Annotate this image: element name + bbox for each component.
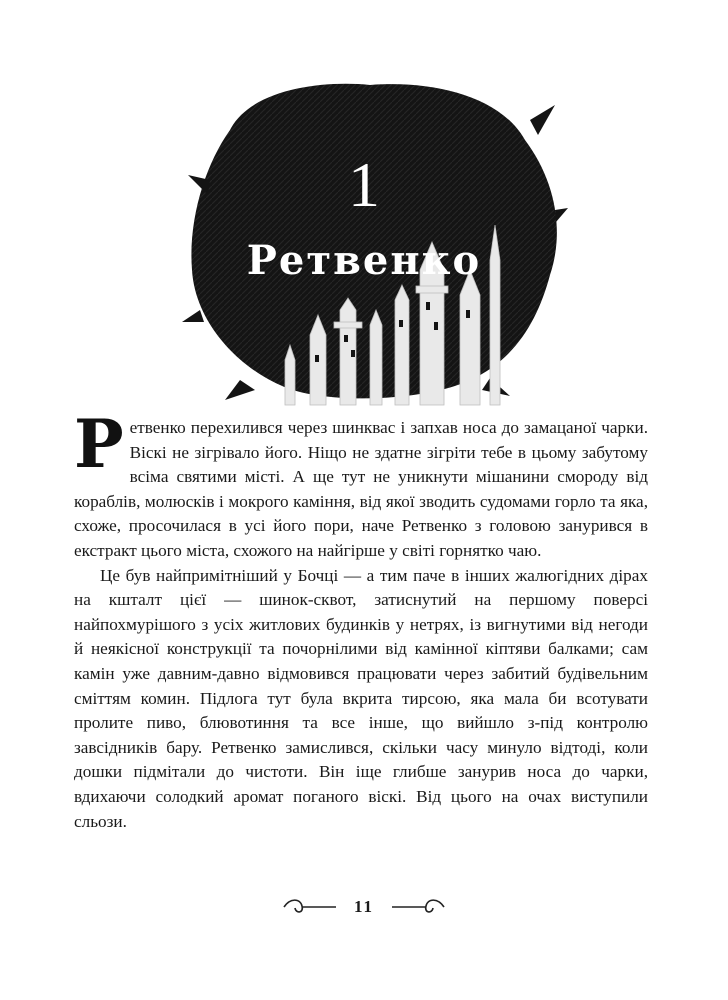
page-footer <box>0 896 728 926</box>
left-flourish-icon <box>280 896 340 918</box>
paragraph-2: Це був найпримітніший у Бочці — а тим паче в інших жалюгідних дірах на кшталт цієї — шинок-сквот, затиснутий на першому поверсі найпохмурішого з усіх житлових будинків у нетрях, із вигнутими від негоди й неякісної конструкції та почорнілими від камінної кіптяви балками; сам камін уже давним-давно відмовився працювати через забитий будівельним сміттям комин. Підлога тут була вкрита тирсою, яка мала би всотувати пролите пиво, блювотиння та все інше, що вийшло з-під контролю завсідників бару. Ретвенко замислився, скільки часу минуло відтоді, коли дошки підмітали до чистоти. Він іще глибше занурив носа до чарки, вдихаючи солодкий аромат поганого віскі. Від цього на очах виступили сльози. <box>74 565 648 831</box>
paragraph-1-text: етвенко перехилився через шинквас і запхав носа до замацаної чарки. Віскі не зігрівало його. Ніщо не здатне зігріти тебе в цьому забутому всіма святими місті. А ще тут не уникнути мішанини смороду від кораблів, молюсків і мокрого каміння, від якої зводить судомами горло та яка, схоже, просочилася в усі його пори, наче Ретвенко з головою занурився в екстракт цього міста, схожого на найгірше у світі горнятко чаю. <box>74 418 648 560</box>
paragraph-1 <box>74 405 648 564</box>
page-number: 11 <box>353 897 375 916</box>
chapter-number: 1 <box>348 149 380 220</box>
right-flourish-icon <box>388 896 448 918</box>
chapter-body <box>74 405 648 834</box>
chapter-title: Ретвенко <box>246 237 482 284</box>
drop-cap: Р <box>74 405 124 483</box>
